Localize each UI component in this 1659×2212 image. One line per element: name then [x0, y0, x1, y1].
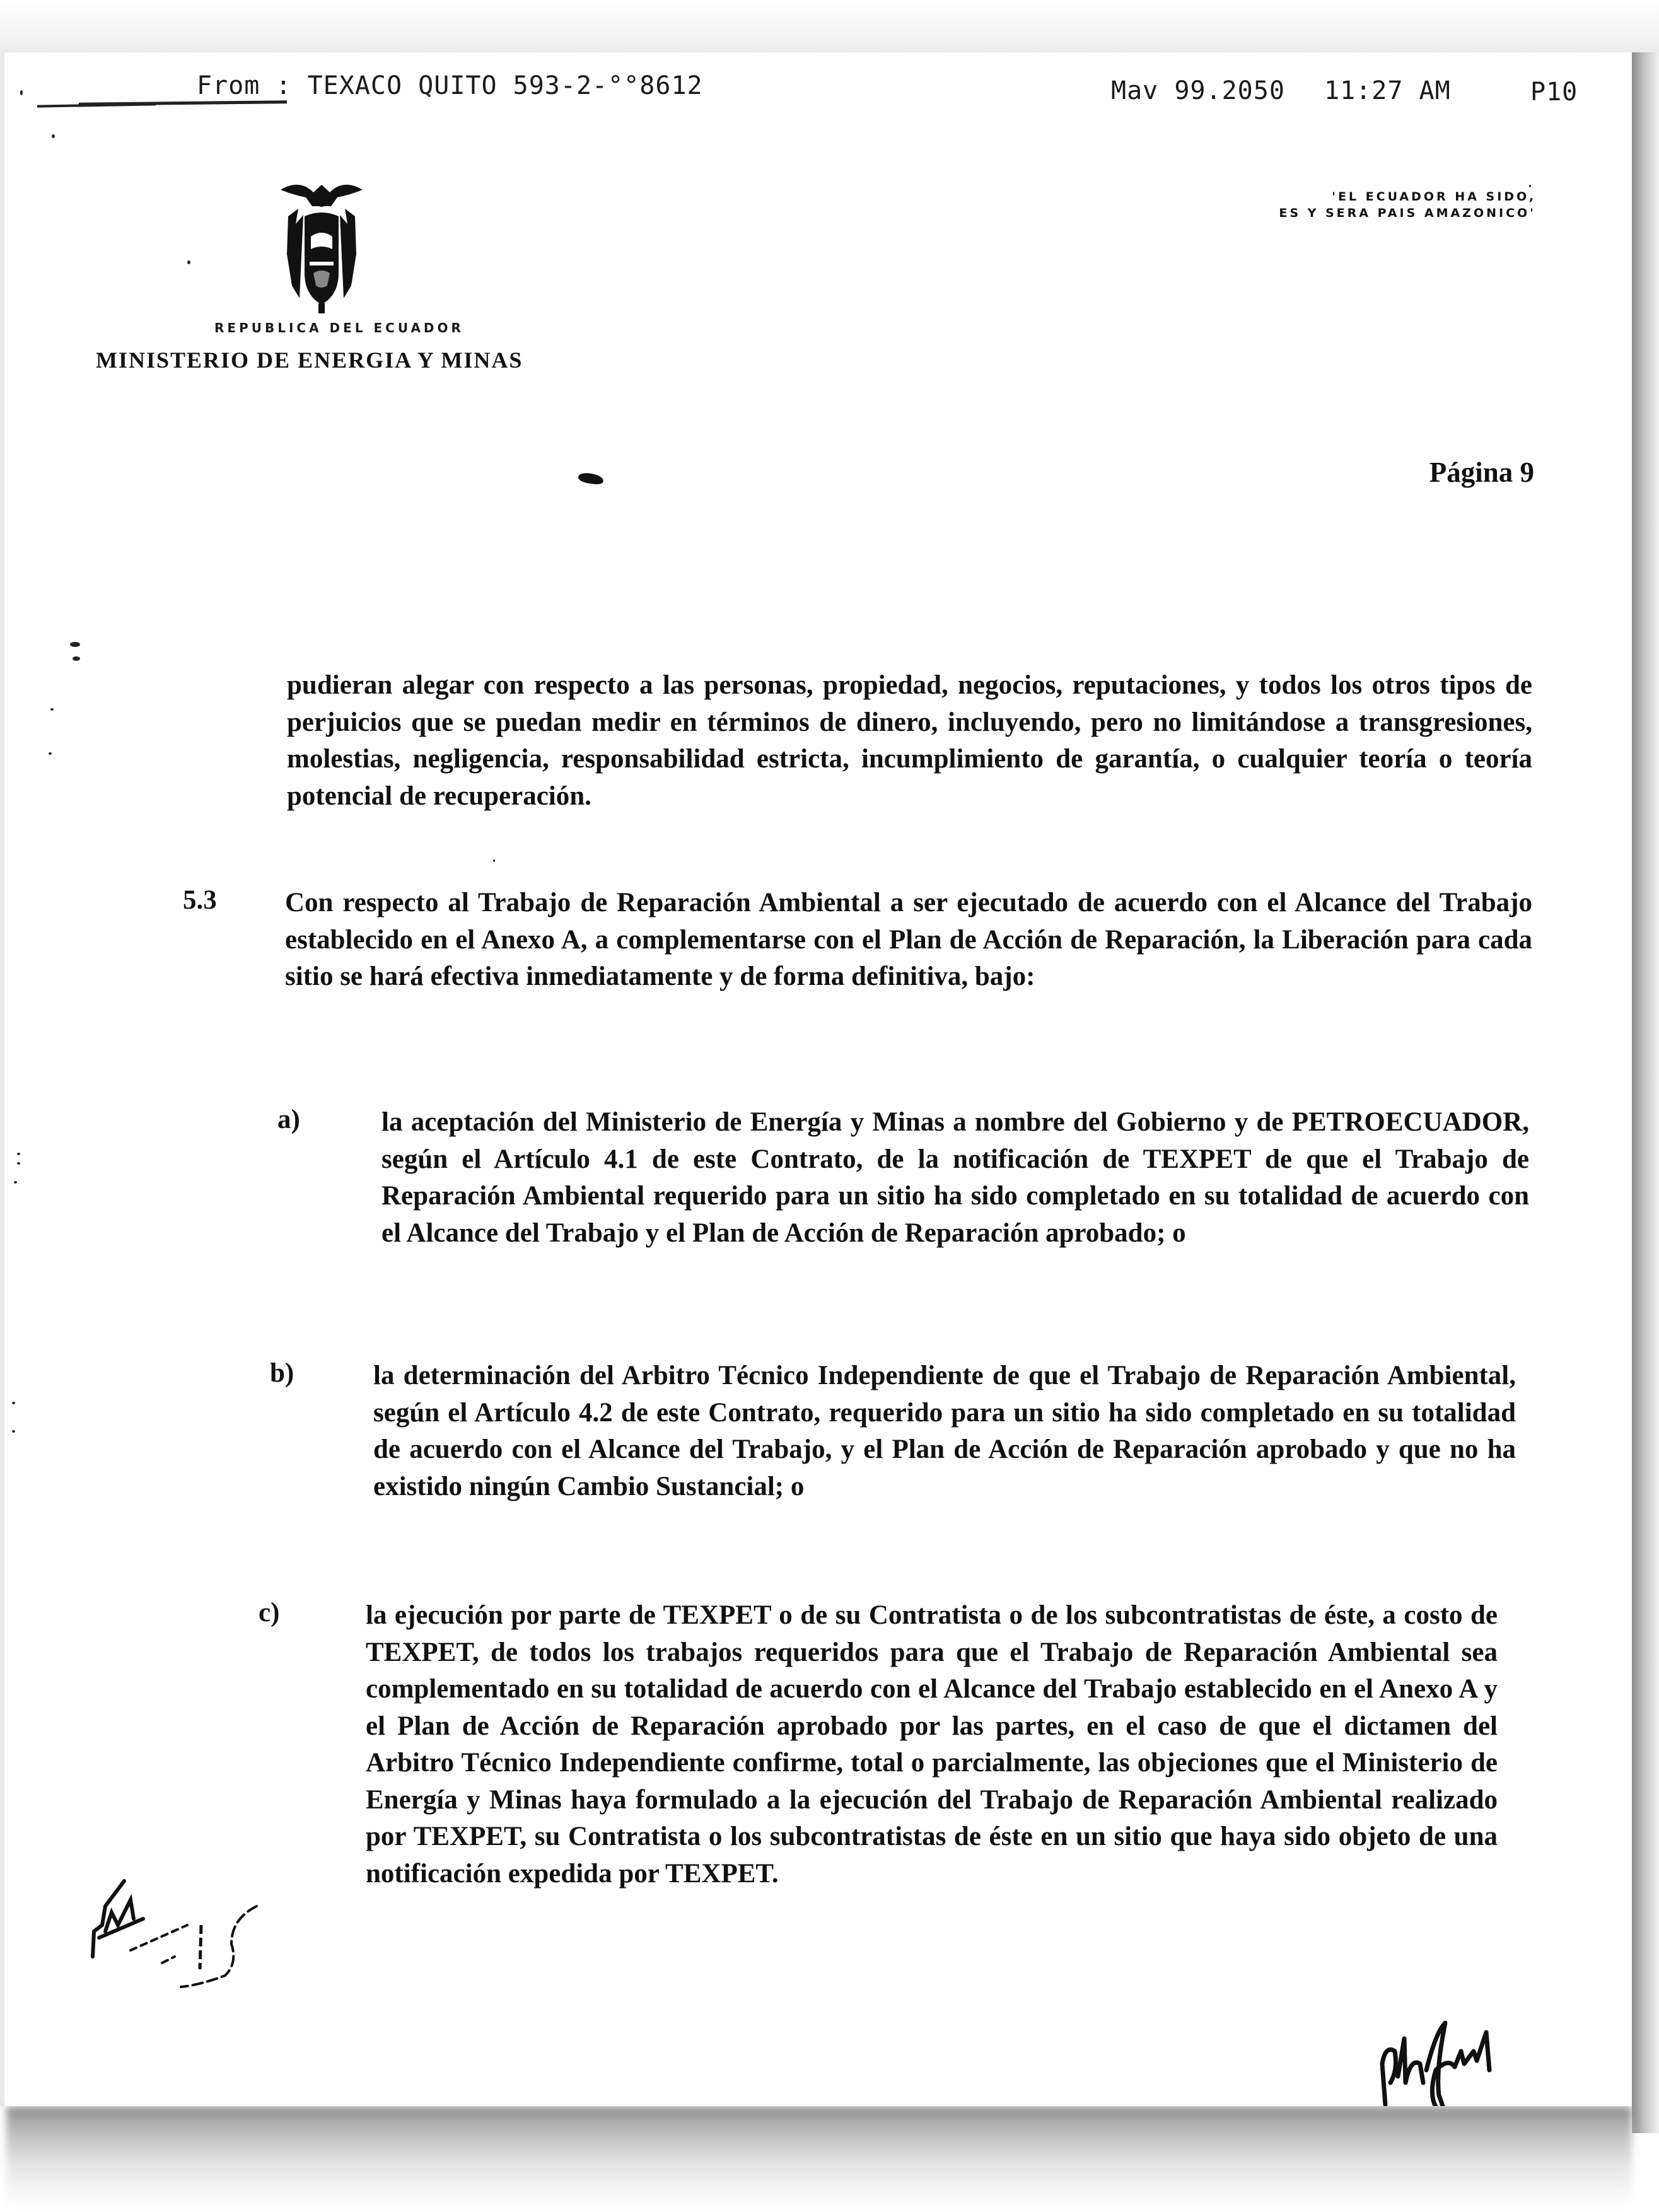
fax-from: From : TEXACO QUITO 593-2-°°8612 — [197, 71, 703, 100]
scan-speck — [14, 1181, 17, 1184]
item-label: a) — [277, 1105, 300, 1134]
scan-speck — [17, 1153, 20, 1155]
scan-speck — [70, 642, 80, 647]
ink-smudge — [578, 472, 604, 485]
coat-of-arms-icon — [274, 178, 369, 314]
handwritten-initials — [42, 1868, 269, 1994]
scan-speck — [17, 1162, 20, 1165]
page-number: Página 9 — [1429, 457, 1534, 488]
scan-speck — [493, 859, 495, 862]
letterhead-ministry: MINISTERIO DE ENERGIA Y MINAS — [96, 347, 523, 373]
item-label: b) — [270, 1358, 294, 1388]
document-page — [4, 52, 1632, 2106]
section-text: Con respecto al Trabajo de Reparación Ambiental a ser ejecutado de acuerdo con el Alcance del Trabajo establecido en el Anexo A, a complementarse con el Plan de Acción de Reparación, la Liberación para cada sitio se hará efectiva inmediatamente y de forma definitiva, bajo: — [285, 888, 1532, 991]
letterhead-republic: REPUBLICA DEL ECUADOR — [214, 320, 464, 335]
letterhead-motto — [1279, 189, 1536, 221]
page-shadow-bottom — [6, 2106, 1632, 2212]
item-label: c) — [259, 1598, 280, 1627]
scan-speck — [1529, 185, 1531, 187]
item-text: la determinación del Arbitro Técnico Independiente de que el Trabajo de Reparación Ambiental, según el Artículo 4.2 de este Contrato, requerido para un sitio ha sido completado en su totalidad de acuerdo con el Alcance del Trabajo, y el Plan de Acción de Reparación aprobado y que no ha existido ningún Cambio Sustancial; o — [373, 1361, 1516, 1501]
fax-header-rule — [79, 100, 287, 105]
section-number: 5.3 — [183, 885, 217, 915]
scan-speck — [20, 90, 23, 95]
motto-line-2: ES Y SERA PAIS AMAZONICO' — [1279, 206, 1536, 220]
page-shadow-top — [0, 0, 1659, 52]
fax-time: 11:27 AM — [1324, 76, 1451, 105]
scan-speck — [187, 260, 190, 264]
fax-date: Mav 99.2050 — [1111, 76, 1285, 105]
page-shadow-right — [1632, 52, 1659, 2133]
handwritten-signature — [1360, 1994, 1524, 2106]
item-text: la ejecución por parte de TEXPET o de su Contratista o de los subcontratistas de éste, a costo de TEXPET, de todos los trabajos requeridos para que el Trabajo de Reparación Ambiental sea complementado en su totalidad de acuerdo con el Alcance del Trabajo establecido en el Anexo A y el Plan de Acción de Reparación aprobado por las partes, en el caso de que el dictamen del Arbitro Técnico Independiente confirme, total o parcialmente, las objeciones que el Ministerio de Energía y Minas haya formulado a la ejecución del Trabajo de Reparación Ambiental realizado por TEXPET, su Contratista o los subcontratistas de éste en un sitio que haya sido objeto de una notificación expedida por TEXPET. — [366, 1600, 1498, 1889]
scan-speck — [49, 752, 52, 755]
fax-page-code: P10 — [1530, 78, 1578, 107]
scan-speck — [73, 656, 80, 661]
scan-speck — [12, 1430, 15, 1433]
continuation-paragraph: pudieran alegar con respecto a las personas, propiedad, negocios, reputaciones, y todos los otros tipos de perjuicios que se puedan medir en términos de dinero, incluyendo, pero no limitándose a transgresiones, molestias, negligencia, responsabilidad estricta, incumplimiento de garantía, o cualquier teoría o teoría potencial de recuperación. — [287, 670, 1532, 811]
scan-speck — [12, 1402, 15, 1404]
scan-speck — [52, 134, 55, 138]
scan-speck — [50, 708, 54, 711]
item-text: la aceptación del Ministerio de Energía y Minas a nombre del Gobierno y de PETROECUADOR, según el Artículo 4.1 de este Contrato, de la notificación de TEXPET de que el Trabajo de Reparación Ambiental requerido para un sitio ha sido completado en su totalidad de acuerdo con el Alcance del Trabajo y el Plan de Acción de Reparación aprobado; o — [381, 1107, 1529, 1248]
page-shadow-left — [0, 52, 4, 2106]
motto-line-1: 'EL ECUADOR HA SIDO, — [1332, 190, 1536, 204]
